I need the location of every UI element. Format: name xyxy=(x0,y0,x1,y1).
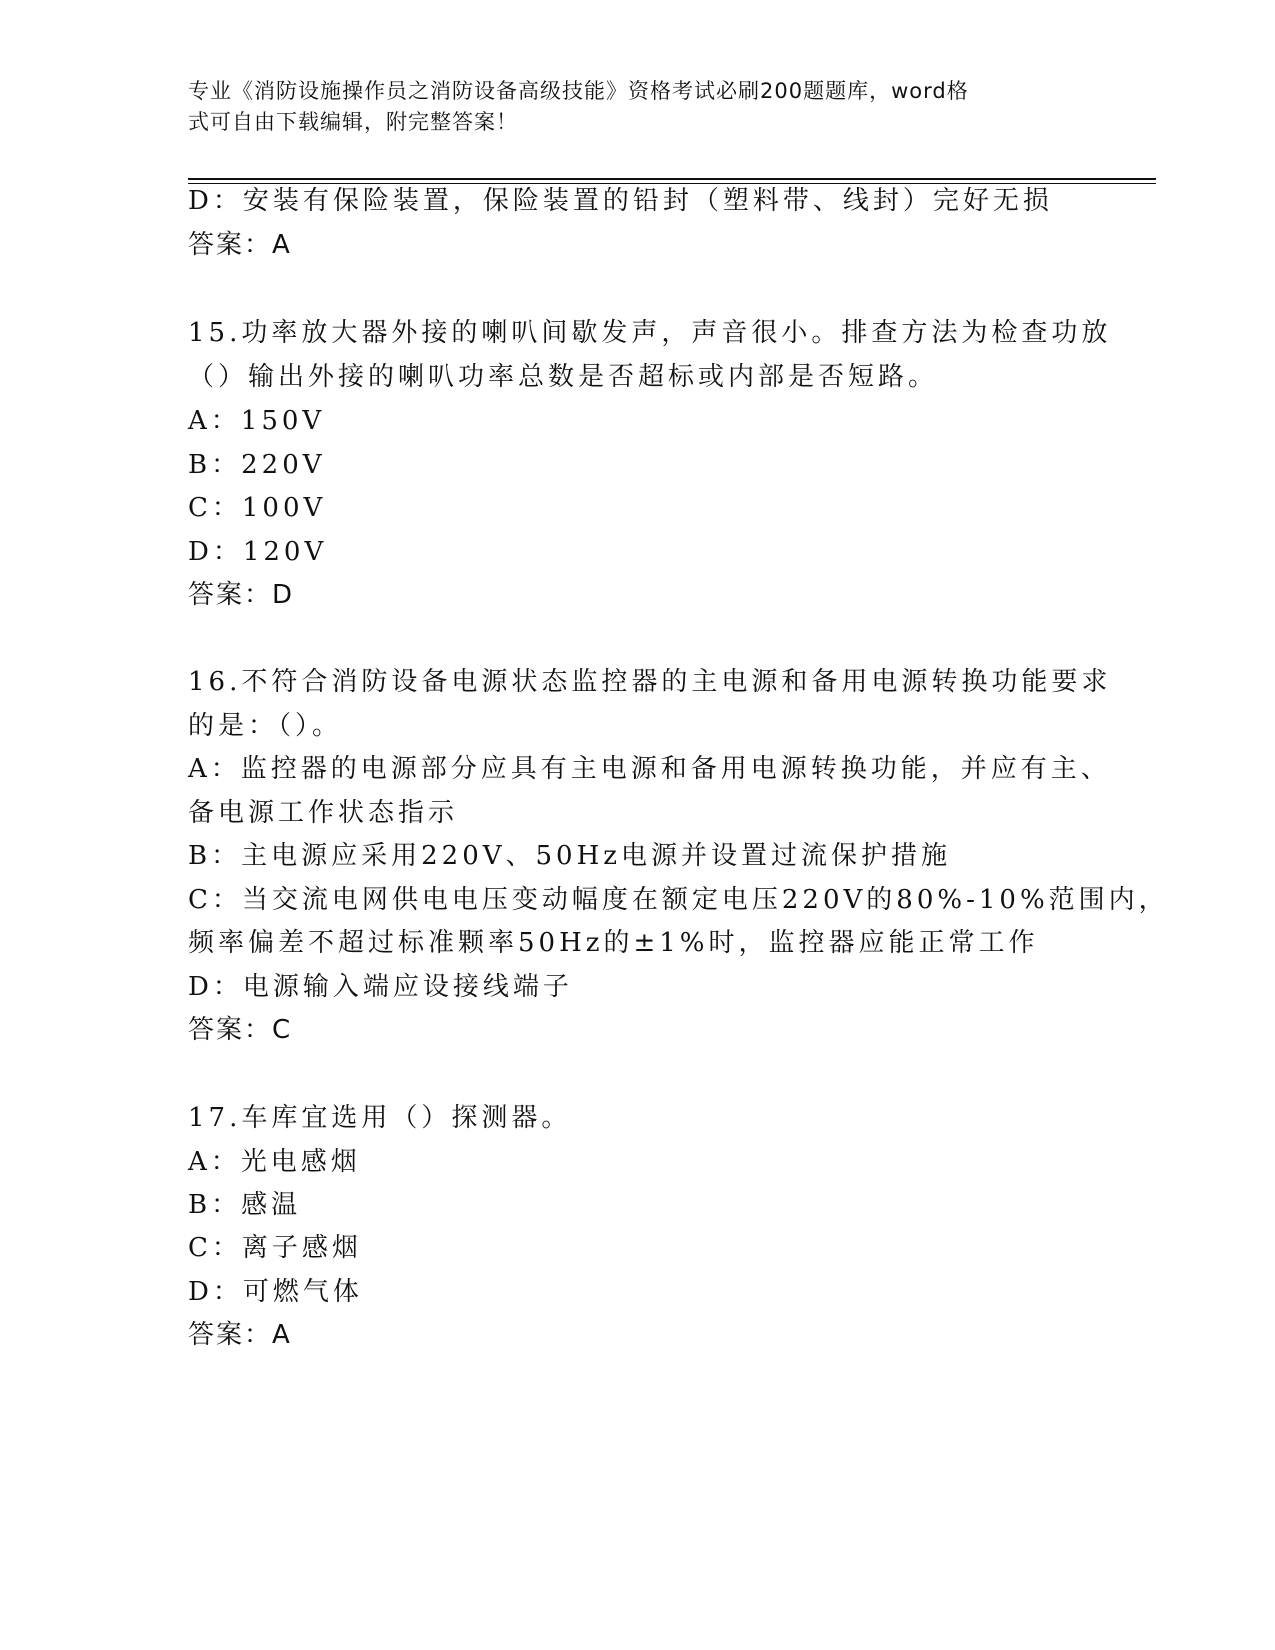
q15-stem-line-2: （）输出外接的喇叭功率总数是否超标或内部是否短路。 xyxy=(188,362,939,392)
q17-stem: 17.车库宜选用（）探测器。 xyxy=(188,1103,572,1133)
q15-stem-line-1: 15.功率放大器外接的喇叭间歇发声，声音很小。排查方法为检查功放 xyxy=(188,318,1112,348)
q17-answer: 答案：A xyxy=(188,1320,292,1350)
q17-option-b: B：感温 xyxy=(188,1190,302,1220)
q17-option-a: A：光电感烟 xyxy=(188,1147,361,1177)
q14-option-d: D：安装有保险装置，保险装置的铅封（塑料带、线封）完好无损 xyxy=(188,186,1053,216)
q16-answer: 答案：C xyxy=(188,1015,293,1045)
header-rule-thin xyxy=(188,183,1156,184)
q15-option-c: C：100V xyxy=(188,493,327,523)
q15-option-b: B：220V xyxy=(188,450,326,480)
q15-answer: 答案：D xyxy=(188,580,295,610)
q16-option-c-line-1: C：当交流电网供电电压变动幅度在额定电压220V的80%-10%范围内， xyxy=(188,885,1169,915)
q16-option-c-line-2: 频率偏差不超过标准颗率50Hz的±1%时，监控器应能正常工作 xyxy=(188,928,1039,958)
q17-option-c: C：离子感烟 xyxy=(188,1233,362,1263)
header-line-1: 专业《消防设施操作员之消防设备高级技能》资格考试必刷200题题库，word格 xyxy=(188,79,969,103)
q16-stem-line-1: 16.不符合消防设备电源状态监控器的主电源和备用电源转换功能要求 xyxy=(188,667,1112,697)
q16-option-a-line-2: 备电源工作状态指示 xyxy=(188,798,459,828)
q14-answer: 答案：A xyxy=(188,230,292,260)
header-line-2: 式可自由下载编辑，附完整答案！ xyxy=(188,110,518,134)
q16-stem-line-2: 的是：（）。 xyxy=(188,711,343,741)
q15-option-d: D：120V xyxy=(188,537,328,567)
q15-option-a: A：150V xyxy=(188,406,326,436)
q16-option-b: B：主电源应采用220V、50Hz电源并设置过流保护措施 xyxy=(188,841,951,871)
q16-option-a-line-1: A：监控器的电源部分应具有主电源和备用电源转换功能，并应有主、 xyxy=(188,754,1111,784)
q16-option-d: D：电源输入端应设接线端子 xyxy=(188,972,573,1002)
document-header xyxy=(188,76,1088,138)
q17-option-d: D：可燃气体 xyxy=(188,1277,363,1307)
header-rule-thick xyxy=(188,178,1156,180)
